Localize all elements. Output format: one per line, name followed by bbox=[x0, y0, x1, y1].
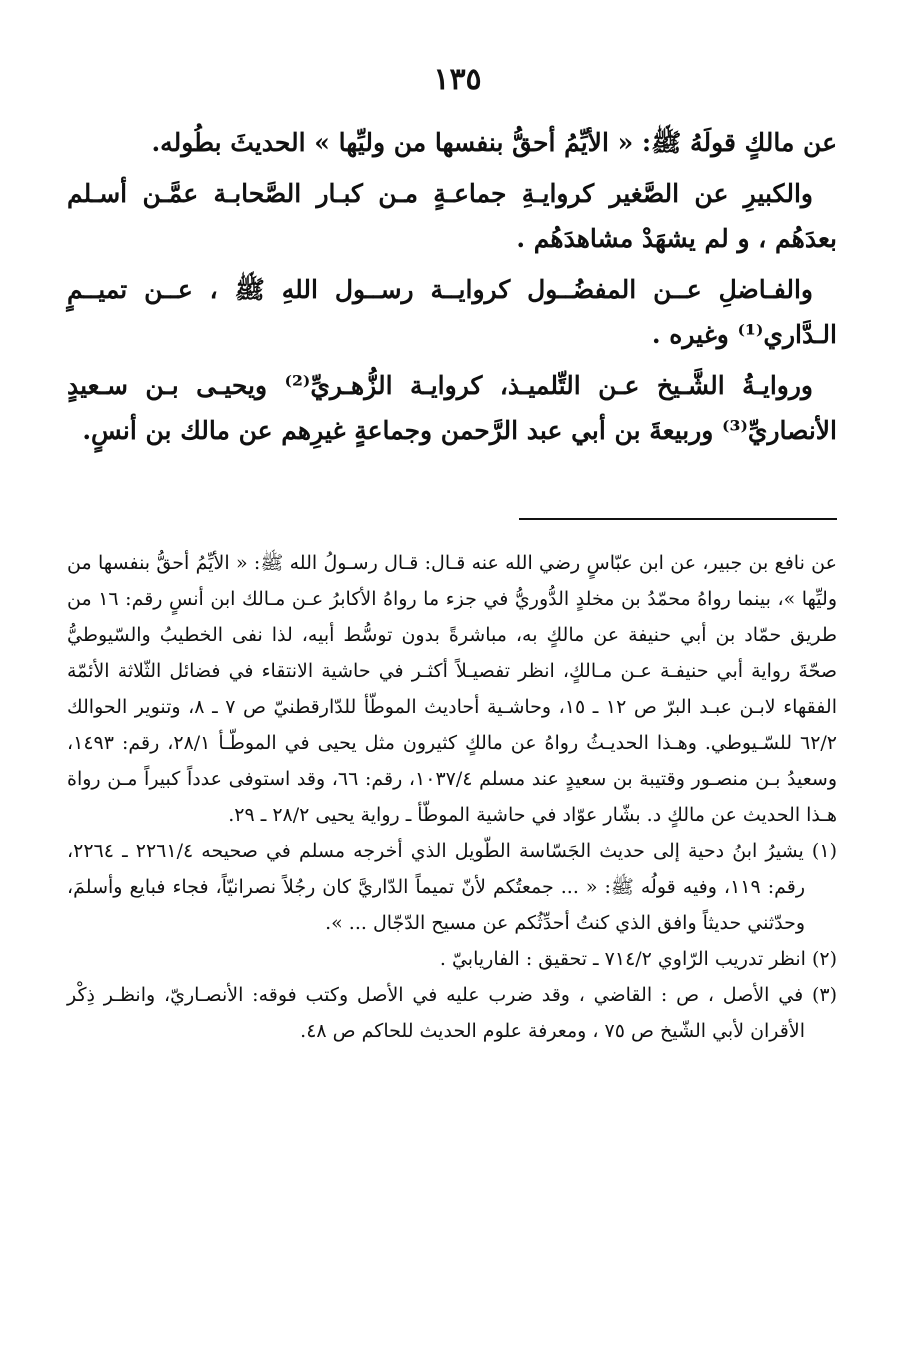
footnote-3: (٣) في الأصل ، ص : القاضي ، وقد ضرب عليه في الأصل وكتب فوقه: الأنصـاريّ، وانظـر ذِكْر الأقران لأبي الشّيخ ص ٧٥ ، ومعرفة علوم الحديث للحاكم ص ٤٨. bbox=[67, 984, 837, 1042]
footnote-continuation: عن نافع بن جبير، عن ابن عبّاسٍ رضي الله عنه قـال: قـال رسـولُ الله ﷺ: « الأيِّمُ أحقُّ بنفسها من وليِّها »، بينما رواهُ محمّدُ بن مخلدٍ الدُّوريُّ في جزء ما رواهُ الأكابرُ عـن مـالك ابن أنسٍ رقم: ١٦ من طريق حمّاد بن أبي حنيفة عن مالكٍ به، مباشرةً بدون توسُّط أبيه، لذا نفى الخطيبُ والسّيوطيُّ صحّةَ رواية أبي حنيفـة عـن مـالكٍ، انظر تفصيـلاً أكثـر في حاشية الانتقاء في فضائل الثّلاثة الأئمّة الفقهاء لابـن عبـد البرّ ص ١٢ ـ ١٥، وحاشـية أحاديث الموطّأ للدّارقطنيّ ص ٧ ـ ٨، وتنوير الحوالك ٦٢/٢ للسّـيوطي. وهـذا الحديـثُ رواهُ عن مالكٍ كثيرون مثل يحيى في الموطّـأ ٢٨/١، رقم: ١٤٩٣، وسعيدُ بـن منصـور وقتيبة بن سعيدٍ عند مسلم ١٠٣٧/٤، رقم: ٦٦، وقد استوفى عدداً كبيراً مـن رواة هـذا الحديث عن مالكٍ د. بشّار عوّاد في حاشية الموطّأ ـ رواية يحيى ٢٨/٢ ـ ٢٩. bbox=[67, 552, 838, 826]
main-paragraph-2: والكبيرِ عن الصَّغير كروايـةِ جماعـةٍ مـن كبـار الصَّحابـة عمَّـن أسـلم بعدَهُم ، و لم يشهَدْ مشاهدَهُم . bbox=[67, 179, 837, 253]
main-paragraph-1: عن مالكٍ قولَهُ ﷺ: « الأيِّمُ أحقُّ بنفسها من وليِّها » الحديثَ بطُوله. bbox=[151, 128, 837, 157]
main-text bbox=[67, 120, 837, 453]
footnote-1: (١) يشيرُ ابنُ دحية إلى حديث الجَسّاسة الطّويل الذي أخرجه مسلم في صحيحه ٢٢٦١/٤ ـ ٢٢٦٤، رقم: ١١٩، وفيه قولُه ﷺ: « ... جمعتُكم لأنّ تميماً الدّاريَّ كان رجُلاً نصرانيّاً، فجاء فبايع وأسلمَ، وحدّثني حديثاً وافق الذي كنتُ أحدِّثُكم عن مسيح الدّجّال ... ». bbox=[67, 840, 837, 934]
footnotes-section bbox=[67, 545, 837, 1049]
page-number: ١٣٥ bbox=[433, 62, 482, 97]
main-paragraph-3: والفـاضلِ عــن المفضُــول كروايــة رســول اللهِ ﷺ ، عــن تميــمٍ الـدَّاري⁽¹⁾ وغيره . bbox=[67, 275, 837, 349]
main-paragraph-4: وروايـةُ الشَّـيخ عـن التِّلميـذ، كروايـة الزُّهـريِّ⁽²⁾ ويحيـى بـن سـعيدٍ الأنصاريِّ⁽³⁾ وربيعةَ بن أبي عبد الرَّحمن وجماعةٍ غيرِهم عن مالك بن أنسٍ. bbox=[67, 371, 837, 445]
footnote-2: (٢) انظر تدريب الرّاوي ٧١٤/٢ ـ تحقيق : الفاريابيّ . bbox=[439, 948, 837, 970]
footnote-separator bbox=[519, 518, 837, 520]
